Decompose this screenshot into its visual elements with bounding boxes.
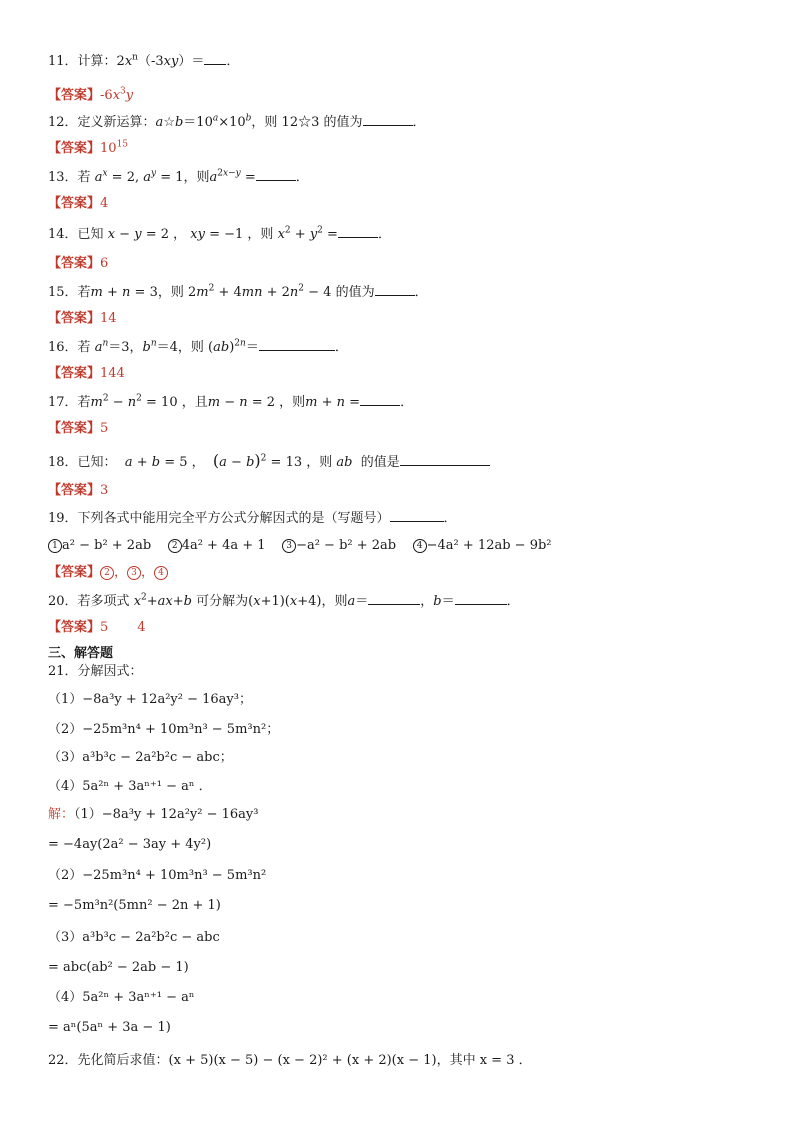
solution-1-step: 解：（1）−8a³y + 12a²y² − 16ay³ [48,807,259,822]
question-22: 22．先化简后求值：(x + 5)(x − 5) − (x − 2)² + (x + 2)(x − 1)，其中 x = 3 ． [48,1053,532,1068]
answer-blank [256,168,296,181]
question-21-part-3: （3）a³b³c − 2a²b²c − abc； [48,750,233,765]
answer-15: 【答案】14 [48,311,117,326]
question-14: 14．已知 x − y = 2 ， xy = −1 ，则 $x^2 + y^2$ = ． [48,225,391,242]
answer-12: 【答案】$10^{15}$ [48,139,129,156]
answer-blank [400,453,490,466]
solution-4-step: （4）5a²ⁿ + 3aⁿ⁺¹ − aⁿ [48,990,195,1005]
question-15: 15．若m + n = 3，则 $2m^2 + 4mn + 2n^2 - 4$ 的值为 ． [48,283,428,300]
question-21-part-4: （4）5a²ⁿ + 3aⁿ⁺¹ − aⁿ ． [48,779,212,794]
answer-16: 【答案】144 [48,366,125,381]
question-20: 20．若多项式 $x^2+ax+b$ 可分解为(x+1)(x+4)，则a＝ ，b＝ ． [48,592,520,609]
question-12: 12．定义新运算：$a☆b=10^a\times 10^b$，则 12☆3 的值为 ． [48,113,426,130]
question-19-options: 1 a² − b² + 2ab 2 4a² + 4a + 1 3 −a² − b² + 2ab 4 −4a² + 12ab − 9b² [48,537,552,555]
question-11: 11．计算：$2x^n(-3xy)=$ ． [48,52,240,69]
solution-4-result: = aⁿ(5aⁿ + 3a − 1) [48,1020,171,1035]
answer-blank [363,113,413,126]
solution-3-step: （3）a³b³c − 2a²b²c − abc [48,930,220,945]
question-18: 18．已知： a + b = 5 ， $(a - b)^2 = 13$ ，则 ab 的值是 [48,452,490,472]
solution-label: 解： [48,807,75,822]
question-19: 19．下列各式中能用完全平方公式分解因式的是（写题号） ． [48,511,457,526]
answer-18: 【答案】3 [48,483,109,498]
answer-blank [338,225,378,238]
answer-blank [390,509,444,522]
answer-17: 【答案】5 [48,421,109,436]
answer-14: 【答案】6 [48,256,109,271]
solution-1-result: = −4ay(2a² − 3ay + 4y²) [48,837,212,852]
question-21-title: 21．分解因式： [48,664,143,679]
section-heading: 三、解答题 [48,646,114,661]
answer-blank [360,393,400,406]
solution-2-step: （2）−25m³n⁴ + 10m³n³ − 5m³n² [48,868,267,883]
answer-20: 【答案】5 4 [48,620,146,635]
answer-blank [368,592,420,605]
answer-blank [259,338,335,351]
answer-11: 【答案】$-6x^3y$ [48,86,134,103]
question-17: 17．若$m^2 - n^2 = 10$ ，且m − n = 2 ，则m + n = ． [48,393,414,410]
answer-blank [455,592,507,605]
answer-13: 【答案】4 [48,196,109,211]
question-13: 13．若 $a^x = 2$, $a^y = 1$，则$a^{2x-y}$ = ． [48,168,309,185]
question-21-part-1: （1）−8a³y + 12a²y² − 16ay³； [48,692,252,707]
answer-19: 【答案】 2 ， 3 ， 4 [48,564,168,582]
answer-blank [375,283,415,296]
answer-blank [204,52,226,65]
question-16: 16．若 $a^n=3$，$b^n=4$，则 (ab)$^{2n}$＝ ． [48,338,348,355]
solution-2-result: = −5m³n²(5mn² − 2n + 1) [48,898,221,913]
question-21-part-2: （2）−25m³n⁴ + 10m³n³ − 5m³n²； [48,722,280,737]
solution-3-result: = abc(ab² − 2ab − 1) [48,960,189,975]
